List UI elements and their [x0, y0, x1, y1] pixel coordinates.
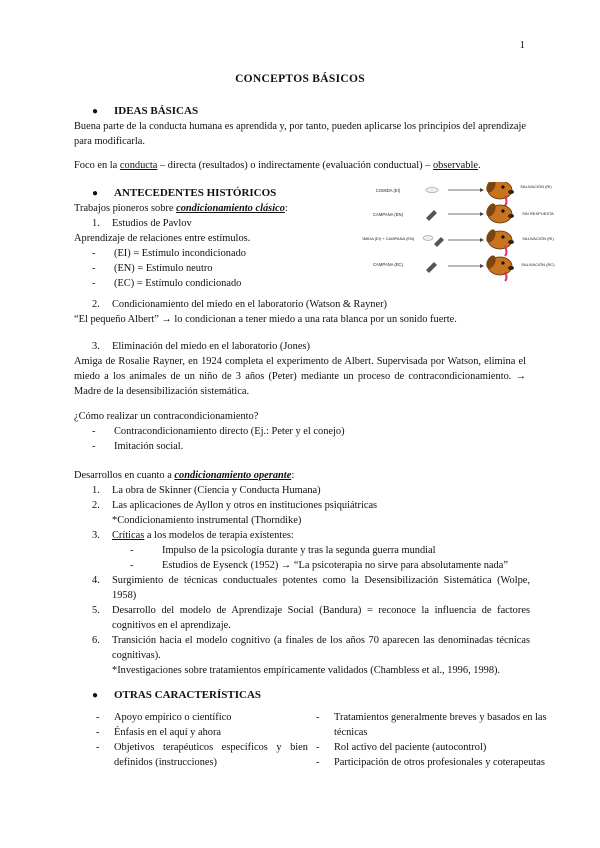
list-item: 4. Surgimiento de técnicas conductuales potentes como la Desensibilización Sistemática (Wolpe, 1958): [92, 575, 530, 601]
list-item: 3. Críticas a los modelos de terapia existentes:: [92, 530, 294, 541]
diagram-label: COMIDA (EI) + CAMPANA (EN): [362, 236, 415, 241]
page-title: CONCEPTOS BÁSICOS: [235, 73, 365, 85]
contracondicionamiento-block: [74, 409, 534, 454]
diagram-label: CAMPANA (EN): [373, 212, 403, 217]
list-item: 1. Estudios de Pavlov: [92, 218, 192, 229]
list-item: - Énfasis en el aquí y ahora: [96, 727, 222, 738]
diagram-label: CAMPANA (EC): [373, 262, 403, 267]
list-item: - Apoyo empírico o científico: [96, 712, 232, 723]
diagram-row-1: [376, 182, 553, 206]
aprendizaje-text: Aprendizaje de relaciones entre estímulos.: [74, 233, 251, 244]
intro-clasico: Trabajos pioneros sobre condicionamiento clásico:: [74, 203, 288, 214]
section-otras-heading: ● OTRAS CARACTERÍSTICAS: [92, 689, 262, 701]
bullet-icon: ●: [92, 690, 99, 701]
section-ideas-heading: ● IDEAS BÁSICAS: [92, 105, 199, 117]
diagram-label: SALIVACIÓN (RI): [520, 184, 552, 189]
diagram-row-3: [362, 228, 554, 256]
jones-paragraph: Amiga de Rosalie Rayner, en 1924 completa el experimento de Albert. Supervisada por Watson, elimina el miedo a los animales de un niño de 3 años (Peter) mediante un proceso de contracondicionamiento. → Madre de la desensibilización sistemática.: [74, 356, 526, 397]
list-item: - Impulso de la psicología durante y tras la segunda guerra mundial: [130, 545, 436, 556]
list-item: - Tratamientos generalmente breves y basados en las técnicas: [316, 712, 547, 738]
pavlov-diagram: [362, 182, 558, 282]
antecedentes-block-3: [74, 339, 526, 399]
diagram-label: SALIVACIÓN (RI): [522, 236, 554, 241]
ideas-paragraph-2: Foco en la conducta – directa (resultados) o indirectamente (evaluación conductual) – observable.: [74, 160, 481, 171]
list-item: - Objetivos terapéuticos específicos y bien definidos (instrucciones): [96, 742, 308, 768]
diagram-row-2: [373, 202, 554, 223]
bell-icon: [434, 237, 444, 247]
bullet-icon: ●: [92, 106, 99, 117]
albert-text: “El pequeño Albert” → lo condicionan a tener miedo a una rata blanca por un sonido fuerte.: [74, 314, 457, 325]
list-item: 6. Transición hacia el modelo cognitivo (a finales de los años 70 aparecen las denominadas técnicas cognitivas).: [92, 635, 530, 661]
note-text: *Condicionamiento instrumental (Thorndike): [112, 515, 302, 526]
operante-block: [74, 468, 530, 678]
list-item: - (EN) = Estímulo neutro: [92, 263, 213, 274]
list-item: 5. Desarrollo del modelo de Aprendizaje Social (Bandura) = reconoce la influencia de factores cognitivos en el aprendizaje.: [92, 605, 530, 631]
bone-icon: [426, 187, 438, 192]
list-item: - Imitación social.: [92, 441, 184, 452]
list-item: - Estudios de Eysenck (1952) → “La psicoterapia no sirve para absolutamente nada”: [130, 560, 508, 571]
section-antecedentes-heading: ● ANTECEDENTES HISTÓRICOS: [92, 187, 277, 199]
diagram-row-4: [373, 254, 555, 281]
list-item: 2. Las aplicaciones de Ayllon y otros en instituciones psiquiátricas: [92, 500, 378, 511]
bullet-icon: ●: [92, 188, 99, 199]
diagram-label: SALIVACIÓN (RC): [521, 262, 555, 267]
antecedentes-block-2: [74, 297, 534, 327]
otras-right-column: [308, 710, 570, 770]
intro-operante: Desarrollos en cuanto a condicionamiento operante:: [74, 470, 295, 481]
list-item: - (EC) = Estímulo condicionado: [92, 278, 242, 289]
bone-icon: [423, 236, 433, 241]
otras-left-column: [74, 710, 308, 770]
list-item: 3. Eliminación del miedo en el laboratorio (Jones): [92, 341, 310, 352]
list-item: - (EI) = Estímulo incondicionado: [92, 248, 246, 259]
list-item: - Participación de otros profesionales y coterapeutas: [316, 757, 545, 768]
list-item: - Contracondicionamiento directo (Ej.: Peter y el conejo): [92, 426, 345, 437]
page-number: 1: [519, 39, 525, 51]
note-text: *Investigaciones sobre tratamientos empíricamente validados (Chambless et al., 1996, 1998).: [112, 665, 501, 676]
ideas-paragraph-1: Buena parte de la conducta humana es aprendida y, por tanto, pueden aplicarse los principios del aprendizaje para modificarla.: [74, 121, 526, 147]
bell-icon: [426, 210, 437, 221]
question-text: ¿Cómo realizar un contracondicionamiento?: [74, 411, 259, 422]
diagram-label: COMIDA (EI): [375, 188, 401, 193]
antecedentes-block-1: [74, 201, 364, 291]
list-item: - Rol activo del paciente (autocontrol): [316, 742, 487, 753]
list-item: 1. La obra de Skinner (Ciencia y Conducta Humana): [92, 485, 321, 496]
otras-columns: [74, 710, 574, 770]
diagram-label: SIN RESPUESTA: [522, 211, 554, 216]
bell-icon: [426, 262, 437, 273]
list-item: 2. Condicionamiento del miedo en el laboratorio (Watson & Rayner): [92, 299, 388, 310]
